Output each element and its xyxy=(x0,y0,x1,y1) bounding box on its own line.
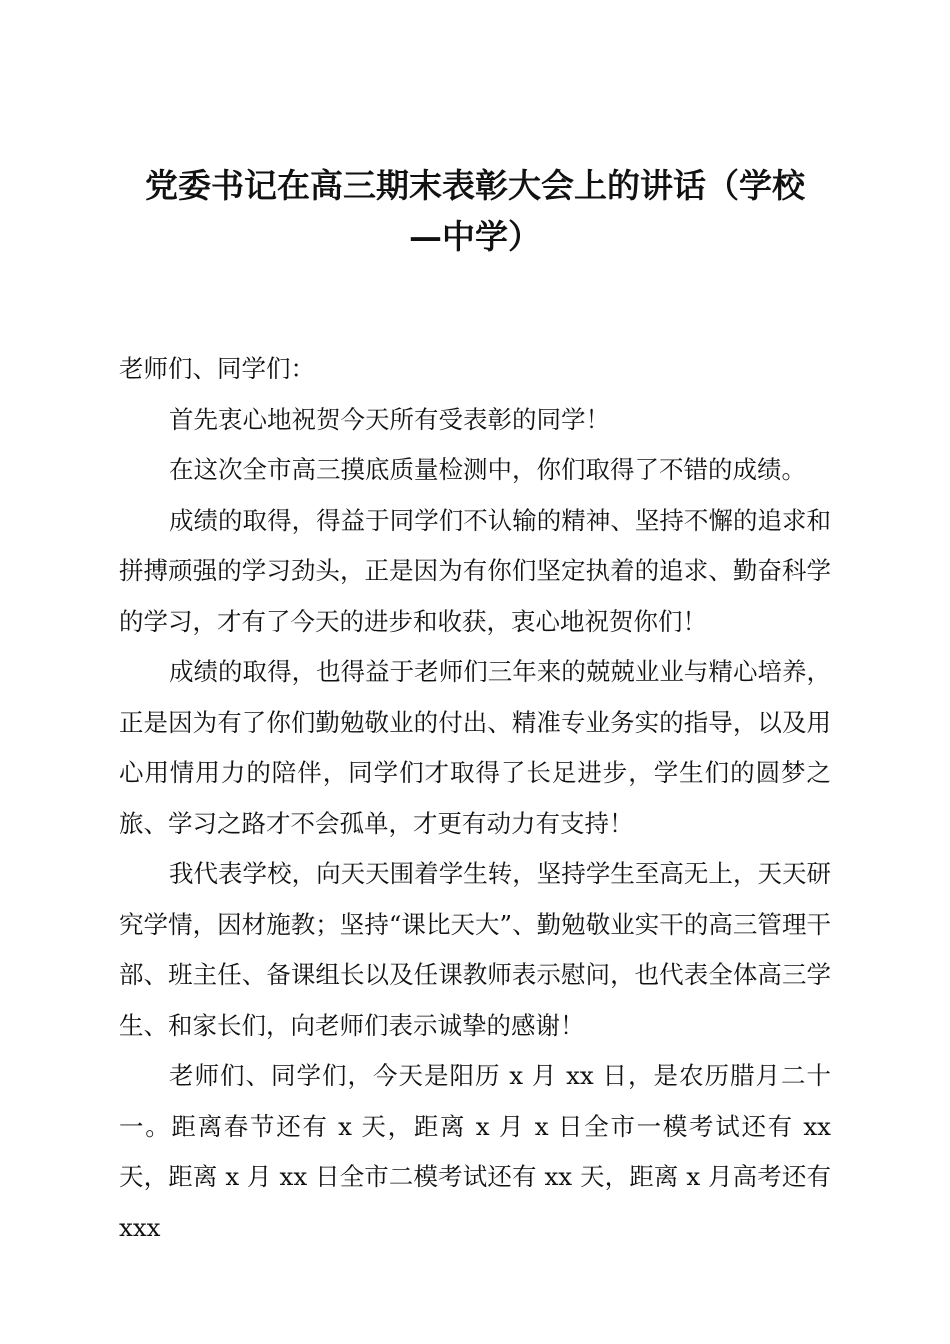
title-line-2: —中学） xyxy=(409,217,541,256)
page-title xyxy=(110,160,840,262)
paragraph-teachers-effort: 成绩的取得，也得益于老师们三年来的兢兢业业与精心培养，正是因为有了你们勤勉敬业的付出、精准专业务实的指导，以及用心用情用力的陪伴，同学们才取得了长足进步，学生们的圆梦之旅、学习之路才不会孤单，才更有动力有支持！ xyxy=(119,657,831,838)
paragraph-students-effort: 成绩的取得，得益于同学们不认输的精神、坚持不懈的追求和拼搏顽强的学习劲头，正是因为有你们坚定执着的追求、勤奋科学的学习，才有了今天的进步和收获，衷心地祝贺你们！ xyxy=(119,505,831,636)
salutation: 老师们、同学们： xyxy=(119,354,315,383)
paragraph-exam-results: 在这次全市高三摸底质量检测中，你们取得了不错的成绩。 xyxy=(169,455,806,484)
paragraph-countdown: 老师们、同学们，今天是阳历 x 月 xx 日，是农历腊月二十一。距离春节还有 x 天，距离 x 月 x 日全市一模考试还有 xx 天，距离 x 月 xx 日全市二模考试还有 xx 天，距离 x 月高考还有 xxx xyxy=(119,1061,831,1242)
paragraph-thanks: 我代表学校，向天天围着学生转，坚持学生至高无上，天天研究学情，因材施教；坚持“课比天大”、勤勉敬业实干的高三管理干部、班主任、备课组长以及任课教师表示慰问，也代表全体高三学生、和家长们，向老师们表示诚挚的感谢！ xyxy=(119,859,831,1040)
title-line-1: 党委书记在高三期末表彰大会上的讲话（学校 xyxy=(145,166,805,205)
document-body xyxy=(119,344,831,1253)
paragraph-congratulations: 首先衷心地祝贺今天所有受表彰的同学！ xyxy=(169,404,610,434)
